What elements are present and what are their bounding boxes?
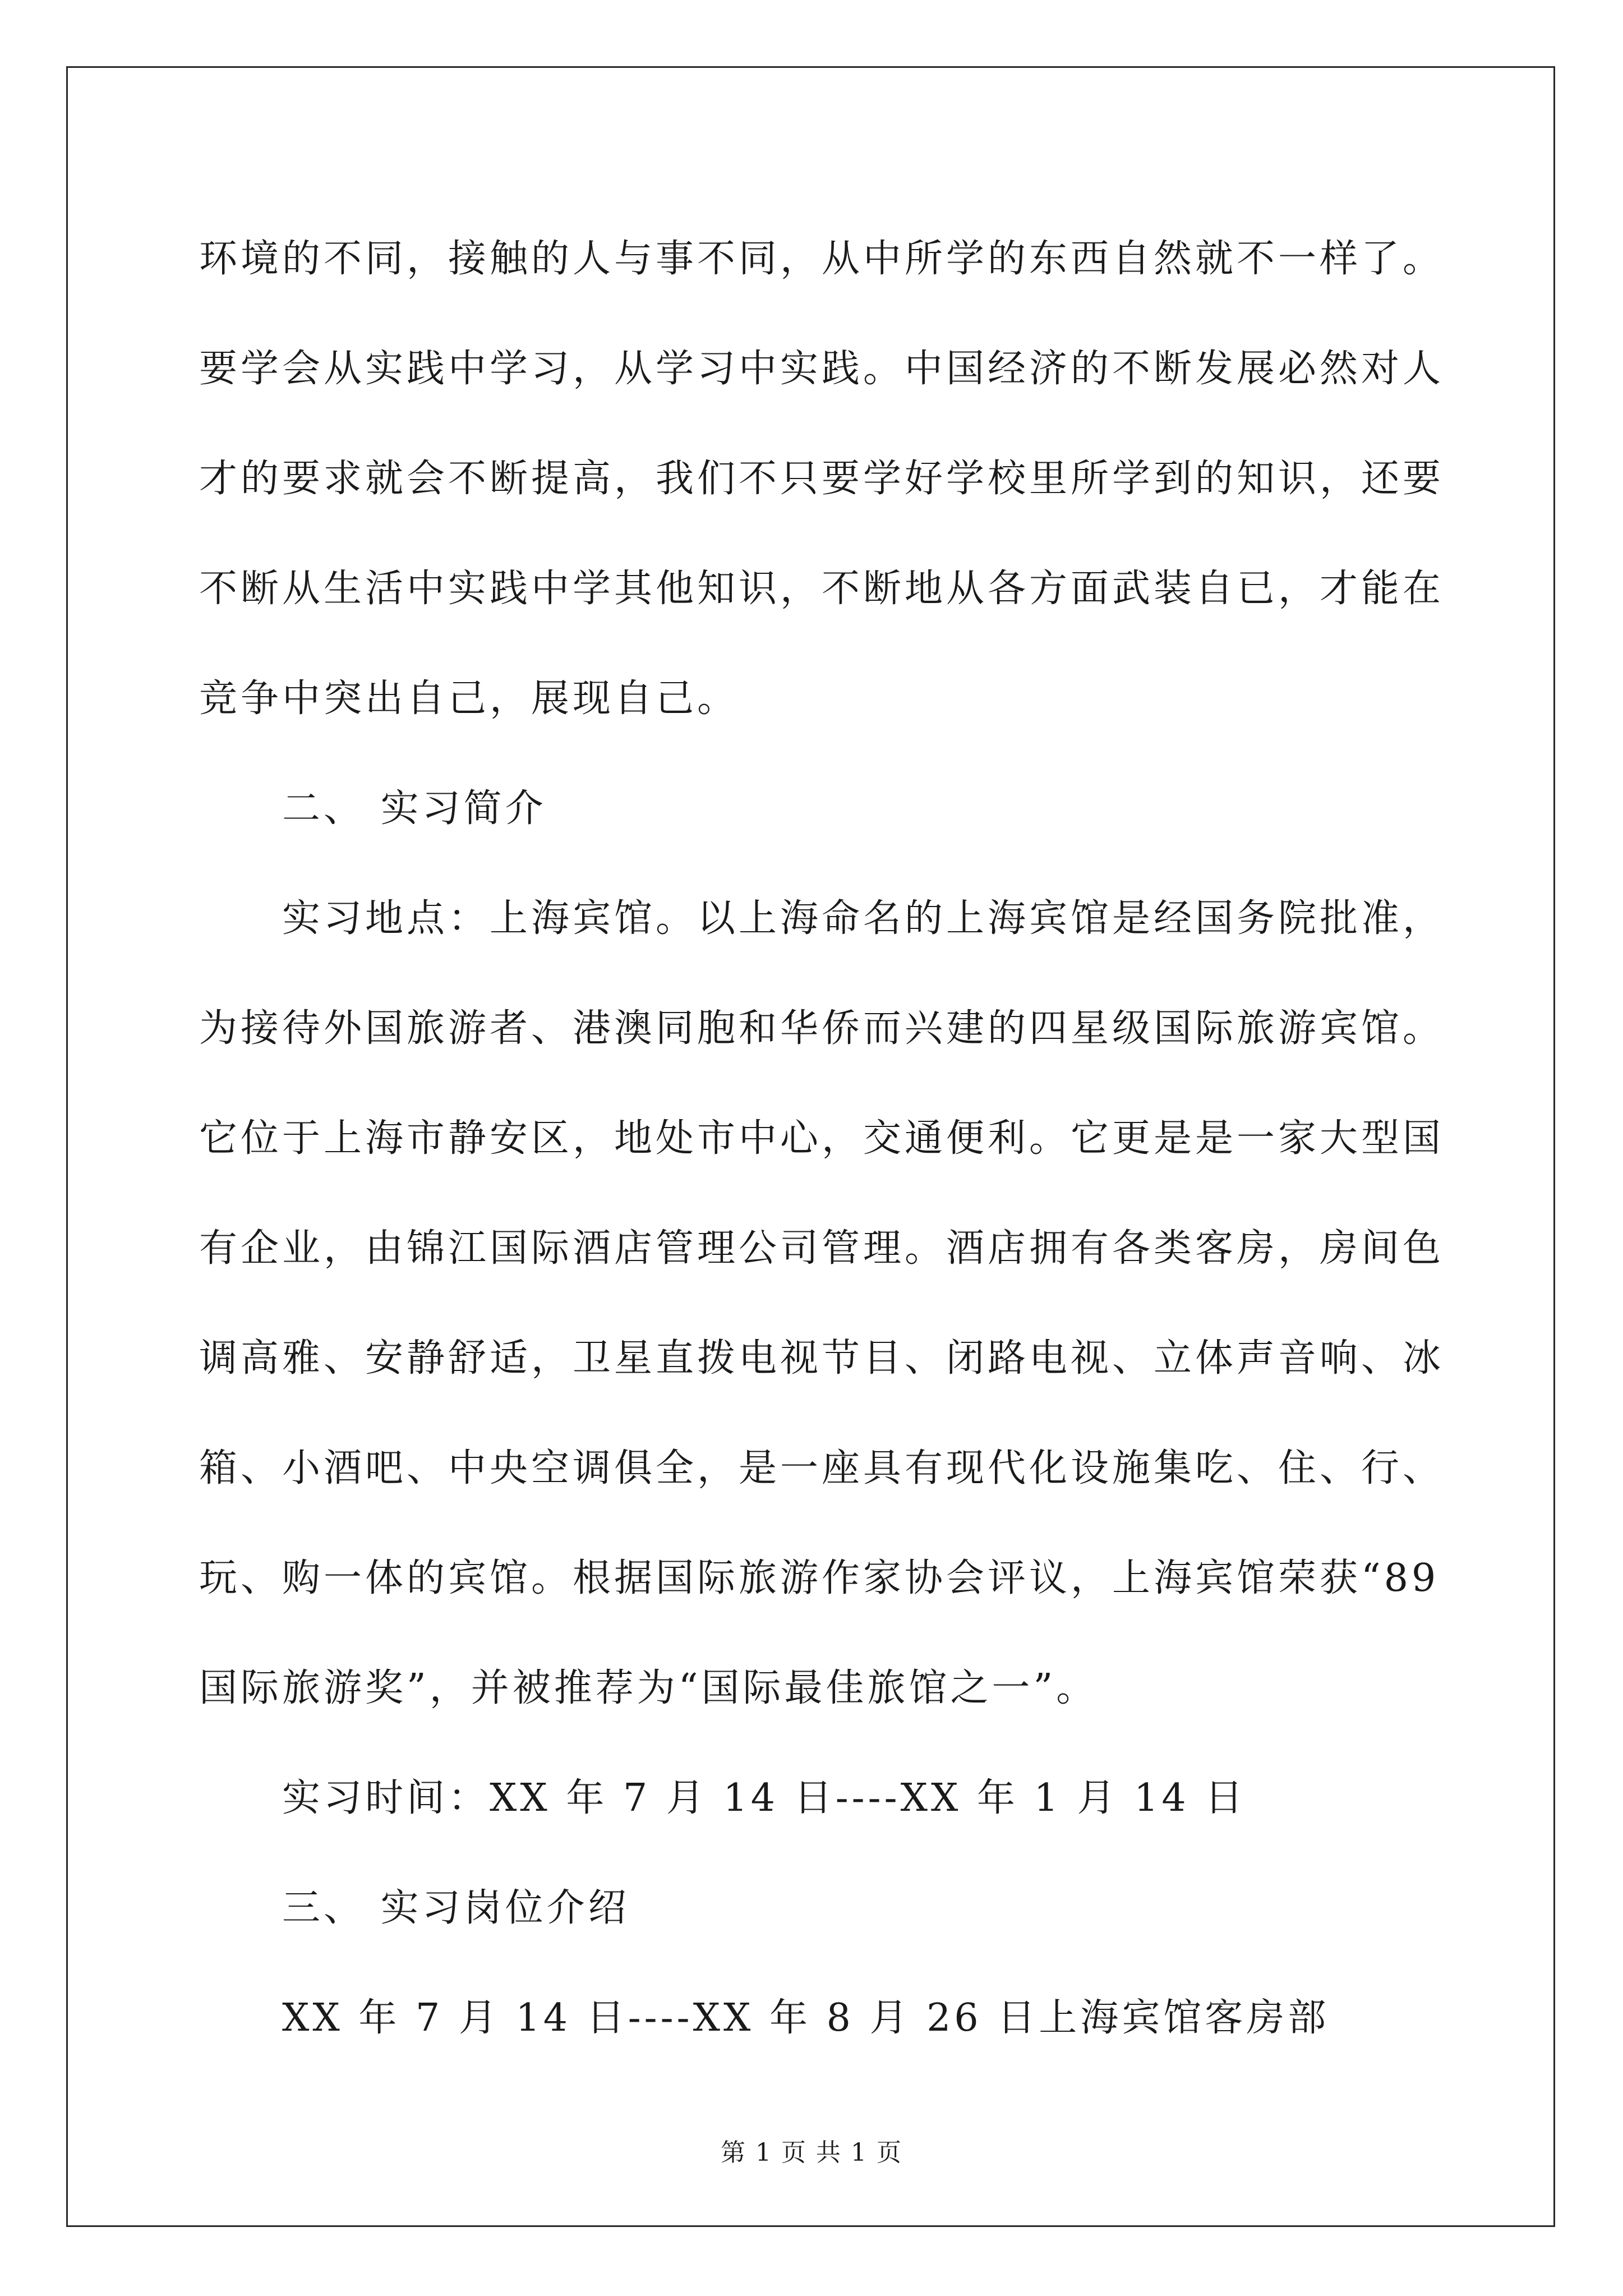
text-line: 有企业，由锦江国际酒店管理公司管理。酒店拥有各类客房，房间色 [199,1226,1445,1271]
section-heading: 三、 实习岗位介绍 [282,1886,630,1930]
text-line: 为接待外国旅游者、港澳同胞和华侨而兴建的四星级国际旅游宾馆。 [199,1006,1445,1051]
text-line: 箱、小酒吧、中央空调俱全，是一座具有现代化设施集吃、住、行、 [199,1446,1445,1490]
text-line: 环境的不同，接触的人与事不同，从中所学的东西自然就不一样了。 [199,237,1445,281]
text-line: XX 年 7 月 14 日----XX 年 8 月 26 日上海宾馆客房部 [282,1996,1330,2040]
section-heading: 二、 实习简介 [282,786,547,831]
text-line: 要学会从实践中学习，从学习中实践。中国经济的不断发展必然对人 [199,347,1445,391]
text-line: 国际旅游奖”，并被推荐为“国际最佳旅馆之一”。 [199,1666,1098,1710]
text-line: 它位于上海市静安区，地处市中心，交通便利。它更是是一家大型国 [199,1116,1445,1161]
text-line: 实习地点：上海宾馆。以上海命名的上海宾馆是经国务院批准， [282,896,1445,941]
text-line: 调高雅、安静舒适，卫星直拨电视节目、闭路电视、立体声音响、冰 [199,1336,1445,1381]
page-footer: 第 1 页 共 1 页 [721,2138,902,2167]
text-line: 竞争中突出自己，展现自己。 [199,677,739,721]
document-body [199,204,1445,2073]
text-line: 玩、购一体的宾馆。根据国际旅游作家协会评议，上海宾馆荣获“89 [199,1556,1440,1600]
text-line: 才的要求就会不断提高，我们不只要学好学校里所学到的知识，还要 [199,457,1445,501]
text-line: 实习时间：XX 年 7 月 14 日----XX 年 1 月 14 日 [282,1776,1247,1820]
text-line: 不断从生活中实践中学其他知识，不断地从各方面武装自已，才能在 [199,567,1445,611]
